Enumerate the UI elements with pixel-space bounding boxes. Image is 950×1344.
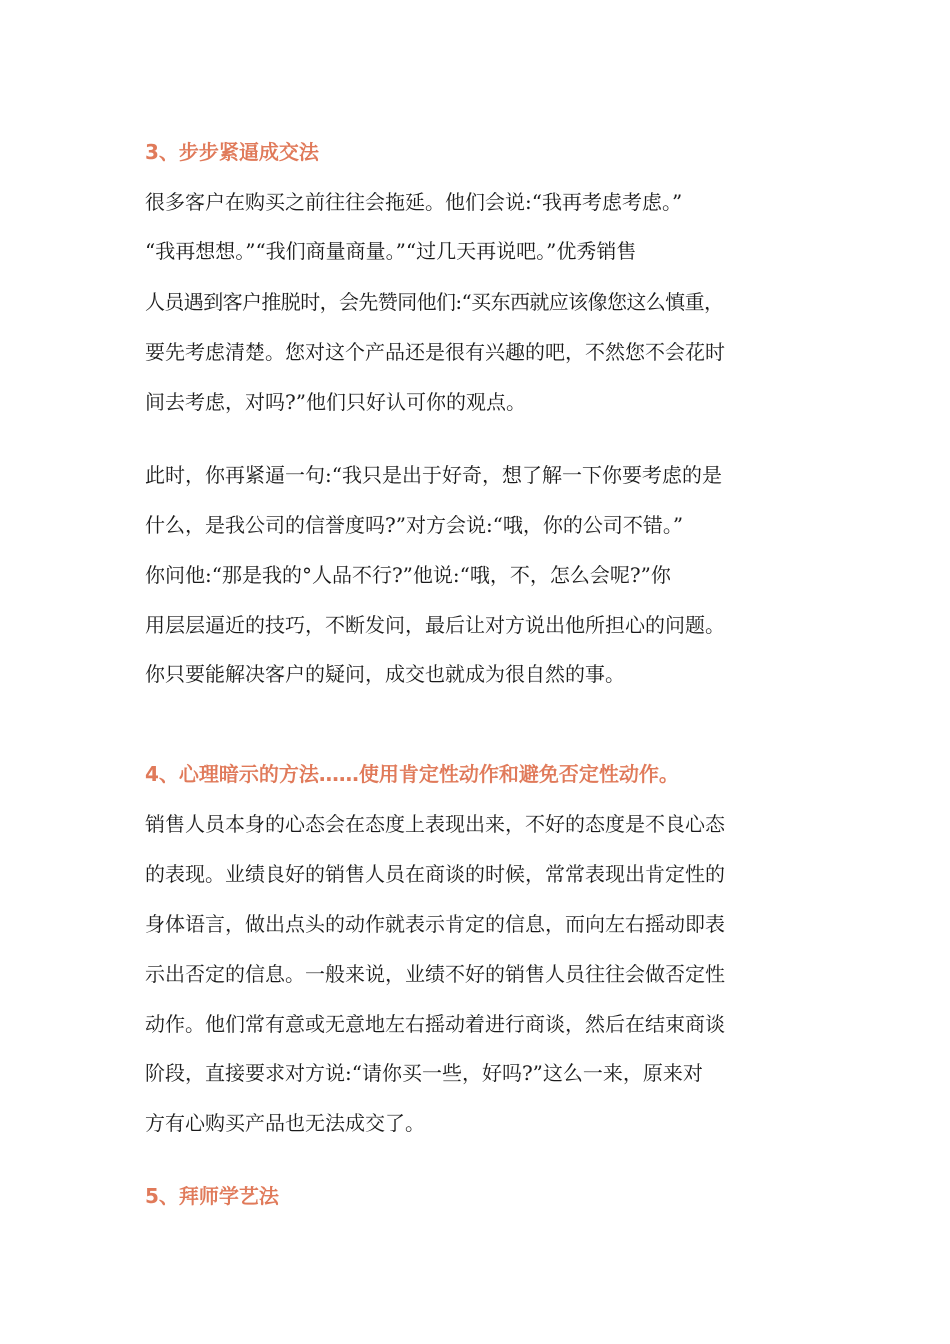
section-3-para-2-line-3: 你问他:“那是我的°人品不行?”他说:“哦，不，怎么会呢?”你: [145, 563, 671, 587]
section-3-para-1-line-4: 要先考虑清楚。您对这个产品还是很有兴趣的吧，不然您不会花时: [145, 340, 725, 364]
section-4-para-1-line-2: 的表现。业绩良好的销售人员在商谈的时候，常常表现出肯定性的: [145, 862, 725, 886]
section-4-para-1-line-1: 销售人员本身的心态会在态度上表现出来，不好的态度是不良心态: [145, 812, 725, 836]
section-3-para-1-line-2: “我再想想。”“我们商量商量。”“过几天再说吧。”优秀销售: [145, 239, 637, 263]
section-4-para-1-line-7: 方有心购买产品也无法成交了。: [145, 1111, 425, 1135]
section-4-para-1-line-5: 动作。他们常有意或无意地左右摇动着进行商谈，然后在结束商谈: [145, 1012, 725, 1036]
section-3-para-2-line-1: 此时，你再紧逼一句:“我只是出于好奇，想了解一下你要考虑的是: [145, 463, 722, 487]
section-3-para-1-line-5: 间去考虑，对吗?”他们只好认可你的观点。: [145, 390, 526, 414]
section-4-heading: 4、心理暗示的方法……使用肯定性动作和避免否定性动作。: [145, 762, 679, 786]
section-3-para-1-line-3: 人员遇到客户推脱时，会先赞同他们:“买东西就应该像您这么慎重，: [145, 290, 724, 314]
section-4-para-1-line-6: 阶段，直接要求对方说:“请你买一些，好吗?”这么一来，原来对: [145, 1061, 703, 1085]
section-3-para-1-line-1: 很多客户在购买之前往往会拖延。他们会说:“我再考虑考虑。”: [145, 190, 683, 214]
section-4-para-1-line-3: 身体语言，做出点头的动作就表示肯定的信息，而向左右摇动即表: [145, 912, 725, 936]
section-4-para-1-line-4: 示出否定的信息。一般来说，业绩不好的销售人员往往会做否定性: [145, 962, 725, 986]
section-3-para-2-line-5: 你只要能解决客户的疑问，成交也就成为很自然的事。: [145, 662, 625, 686]
section-3-para-2-line-2: 什么，是我公司的信誉度吗?”对方会说:“哦，你的公司不错。”: [145, 513, 684, 537]
section-5-heading: 5、拜师学艺法: [145, 1184, 279, 1208]
section-3-heading: 3、步步紧逼成交法: [145, 140, 319, 164]
section-3-para-2-line-4: 用层层逼近的技巧，不断发问，最后让对方说出他所担心的问题。: [145, 613, 725, 637]
